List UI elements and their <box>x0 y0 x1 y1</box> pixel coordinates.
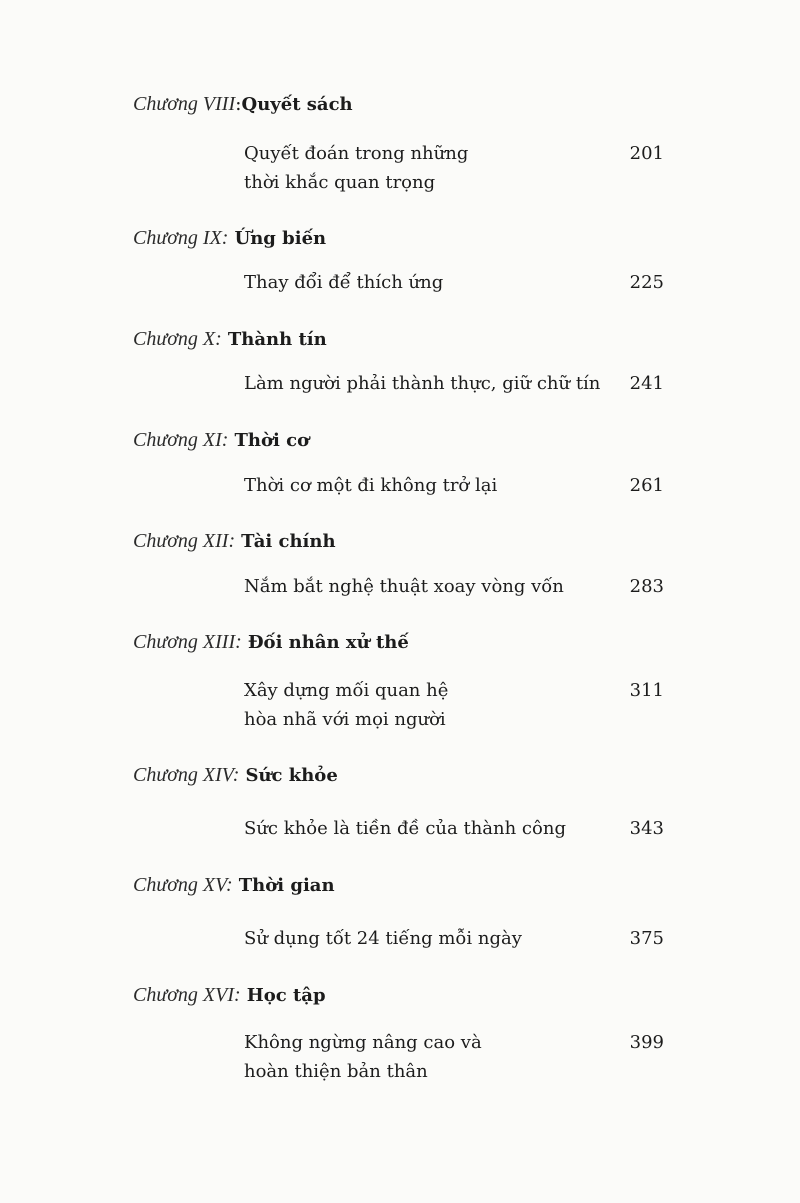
chapter-number: Chương X: <box>133 328 222 350</box>
chapter-heading <box>133 983 326 1008</box>
chapter-title: Tài chính <box>241 531 336 552</box>
chapter-heading <box>133 428 309 453</box>
chapter-heading <box>133 763 338 788</box>
entry-title-line: Sử dụng tốt 24 tiếng mỗi ngày <box>244 928 522 949</box>
toc-entry[interactable] <box>244 572 664 601</box>
entry-title-line: Quyết đoán trong những <box>244 143 469 164</box>
chapter-heading <box>133 630 409 655</box>
entry-title-line: Không ngừng nâng cao và <box>244 1032 482 1053</box>
toc-entry[interactable] <box>244 1028 664 1086</box>
chapter-number: Chương XII: <box>133 530 236 552</box>
chapter-title: Thời gian <box>238 875 335 896</box>
chapter-number: Chương VIII <box>133 93 236 115</box>
entry-page-number: 225 <box>629 272 664 293</box>
entry-title-line: hòa nhã với mọi người <box>244 709 446 730</box>
chapter-title: Sức khỏe <box>245 765 338 786</box>
entry-title-line: Nắm bắt nghệ thuật xoay vòng vốn <box>244 576 564 597</box>
chapter-number: Chương IX: <box>133 227 229 249</box>
toc-entry[interactable] <box>244 676 664 734</box>
entry-title-line: Thời cơ một đi không trở lại <box>244 475 498 496</box>
entry-title-line: hoàn thiện bản thân <box>244 1061 428 1082</box>
entry-page-number: 201 <box>629 143 664 164</box>
entry-title <box>244 1028 624 1086</box>
chapter-heading <box>133 327 327 352</box>
chapter-title: Thời cơ <box>234 430 310 451</box>
chapter-number: Chương XIV: <box>133 764 240 786</box>
entry-page-number: 399 <box>629 1032 664 1053</box>
chapter-title: Quyết sách <box>241 94 353 115</box>
chapter-number: Chương XI: <box>133 429 229 451</box>
chapter-separator: : <box>235 93 242 115</box>
chapter-heading <box>133 529 336 554</box>
entry-page-number: 241 <box>629 373 664 394</box>
toc-entry[interactable] <box>244 268 664 297</box>
entry-title <box>244 924 624 953</box>
chapter-number: Chương XV: <box>133 874 233 896</box>
chapter-heading <box>133 873 335 898</box>
entry-title <box>244 369 624 398</box>
entry-title <box>244 572 624 601</box>
entry-title-line: thời khắc quan trọng <box>244 172 436 193</box>
chapter-title: Ứng biến <box>234 228 327 249</box>
entry-title-line: Sức khỏe là tiền đề của thành công <box>244 818 566 839</box>
entry-page-number: 311 <box>629 680 664 701</box>
chapter-heading <box>133 92 353 117</box>
toc-entry[interactable] <box>244 924 664 953</box>
toc-entry[interactable] <box>244 814 664 843</box>
toc-entry[interactable] <box>244 139 664 197</box>
entry-page-number: 343 <box>629 818 664 839</box>
chapter-title: Đối nhân xử thế <box>247 632 409 653</box>
chapter-number: Chương XIII: <box>133 631 242 653</box>
chapter-heading <box>133 226 326 251</box>
toc-entry[interactable] <box>244 471 664 500</box>
entry-title <box>244 268 624 297</box>
entry-page-number: 283 <box>629 576 664 597</box>
entry-title <box>244 814 624 843</box>
entry-title <box>244 471 624 500</box>
entry-title <box>244 676 624 734</box>
entry-title-line: Làm người phải thành thực, giữ chữ tín <box>244 373 601 394</box>
entry-title-line: Thay đổi để thích ứng <box>244 272 444 293</box>
entry-title-line: Xây dựng mối quan hệ <box>244 680 449 701</box>
entry-title <box>244 139 624 197</box>
chapter-title: Thành tín <box>227 329 327 350</box>
chapter-number: Chương XVI: <box>133 984 241 1006</box>
entry-page-number: 261 <box>629 475 664 496</box>
entry-page-number: 375 <box>629 928 664 949</box>
chapter-title: Học tập <box>246 985 326 1006</box>
toc-entry[interactable] <box>244 369 664 398</box>
